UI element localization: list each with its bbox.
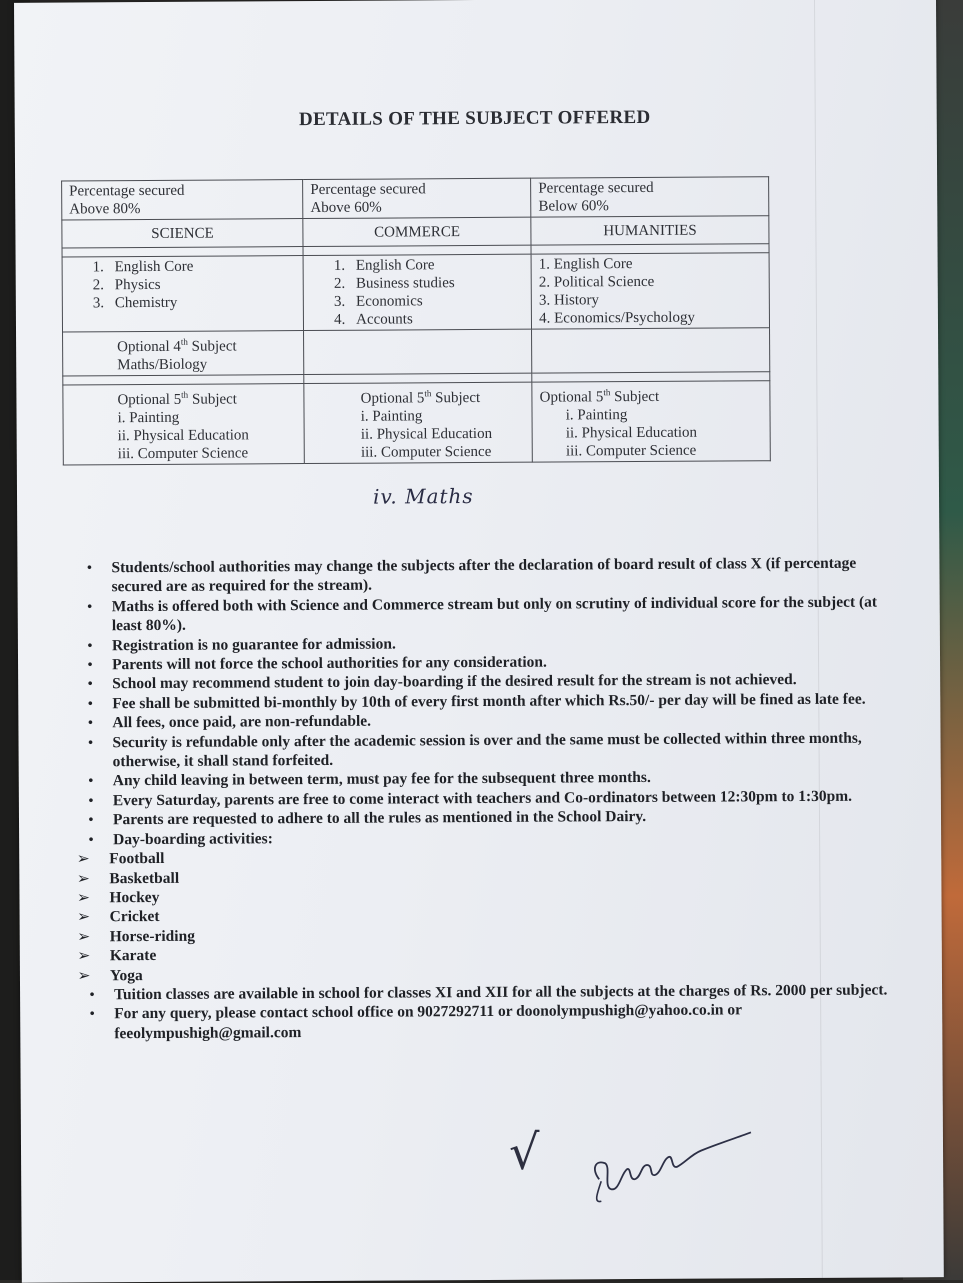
bullet-icon: •	[87, 772, 94, 790]
list-item: • Day-boarding activities:	[81, 825, 891, 849]
list-item: ii. Physical Education	[360, 425, 493, 443]
optional-4-value: Maths/Biology	[117, 356, 208, 374]
list-item: i. Painting	[565, 407, 628, 424]
activity-item: ➢ Football	[81, 845, 891, 869]
header-label: Percentage secured	[538, 179, 654, 197]
optional-5-label: Optional 5th Subject	[539, 387, 660, 406]
list-item: 3. Economics	[333, 293, 423, 310]
bullet-icon: •	[88, 811, 94, 829]
list-item: iii. Computer Science	[565, 442, 697, 460]
bullet-icon: •	[87, 656, 93, 674]
list-item: iii. Computer Science	[117, 445, 249, 463]
header-science	[62, 180, 303, 220]
bullet-icon: •	[87, 714, 94, 732]
bullet-icon: •	[87, 675, 93, 693]
activity-item: ➢ Basketball	[81, 864, 891, 888]
list-item: • Parents will not force the school authorities for any consideration.	[80, 651, 890, 675]
list-item: • Registration is no guarantee for admission.	[80, 631, 890, 655]
optional-5-row	[63, 381, 770, 465]
header-value: Above 80%	[69, 201, 141, 218]
optional-5-commerce	[304, 382, 532, 463]
list-item: 2. Physics	[92, 276, 161, 294]
list-item: • Every Saturday, parents are free to come interact with teachers and Co-ordinators between 12:30pm to 1:30pm.	[81, 786, 891, 810]
bullet-icon: •	[87, 734, 94, 752]
stream-commerce: COMMERCE	[303, 217, 531, 246]
stream-row	[62, 216, 769, 248]
list-item: • School may recommend student to join day-boarding if the desired result for the stream is not achieved.	[80, 670, 890, 694]
subjects-table	[61, 176, 771, 465]
arrow-bullet-icon: ➢	[77, 966, 91, 984]
checkmark-signature-icon: √	[508, 1124, 540, 1181]
list-item: 2. Political Science	[538, 273, 655, 291]
bullet-icon: •	[87, 695, 94, 713]
list-item: • Students/school authorities may change the subjects after the declaration of board result of class X (if percentage secured are as required for the stream).	[79, 553, 889, 597]
optional-4-label: Optional 4th Subject	[117, 336, 237, 356]
stream-science: SCIENCE	[62, 219, 303, 248]
list-item: i. Painting	[360, 408, 423, 425]
list-item: 1. English Core	[333, 257, 435, 274]
activity-item: ➢ Yoga	[82, 961, 892, 985]
list-item: 4. Economics/Psychology	[539, 309, 695, 327]
list-item: • Any child leaving in between term, must pay fee for the subsequent three months.	[81, 767, 891, 791]
arrow-bullet-icon: ➢	[76, 850, 90, 868]
commerce-core	[303, 254, 531, 330]
optional-5-label: Optional 5th Subject	[360, 388, 481, 407]
optional-5-science	[63, 384, 305, 465]
handwritten-signature-icon	[581, 1128, 771, 1209]
activity-item: ➢ Cricket	[82, 903, 892, 927]
optional-4-commerce-empty	[304, 329, 532, 374]
list-item: • Parents are requested to adhere to all the rules as mentioned in the School Dairy.	[81, 806, 891, 830]
rules-list	[76, 553, 892, 1043]
header-value: Below 60%	[538, 198, 609, 215]
header-commerce	[303, 178, 531, 218]
bullet-icon: •	[89, 986, 95, 1004]
header-label: Percentage secured	[310, 181, 426, 199]
header-humanities	[531, 177, 769, 217]
activity-item: ➢ Hockey	[81, 883, 891, 907]
arrow-bullet-icon: ➢	[77, 928, 91, 946]
list-item: 3. History	[538, 292, 600, 309]
optional-4-row	[63, 328, 770, 376]
stream-humanities: HUMANITIES	[531, 216, 769, 245]
document-page	[14, 0, 944, 1283]
arrow-bullet-icon: ➢	[77, 947, 91, 965]
list-item: 1. English Core	[538, 256, 633, 273]
page-title: DETAILS OF THE SUBJECT OFFERED	[298, 106, 651, 131]
list-item: • Fee shall be submitted bi-monthly by 10th of every first month after which Rs.50/- per day will be fined as late fee.	[80, 689, 890, 713]
bullet-icon: •	[88, 792, 94, 810]
list-item: • All fees, once paid, are non-refundable.	[80, 709, 890, 733]
list-item: ii. Physical Education	[117, 427, 249, 445]
handwritten-addition: iv. Maths	[372, 484, 474, 509]
contact-item: • For any query, please contact school office on 9027292711 or doonolympushigh@yahoo.co.in or feeolympushigh@gmail.com	[82, 1000, 892, 1044]
bullet-icon: •	[86, 598, 93, 616]
arrow-bullet-icon: ➢	[76, 869, 90, 887]
list-item: ii. Physical Education	[565, 424, 698, 442]
arrow-bullet-icon: ➢	[77, 908, 91, 926]
optional-5-label: Optional 5th Subject	[117, 389, 238, 409]
list-item: iii. Computer Science	[360, 443, 492, 461]
list-item: i. Painting	[117, 409, 180, 427]
bullet-icon: •	[88, 831, 94, 849]
arrow-bullet-icon: ➢	[76, 889, 91, 907]
list-item: 4. Accounts	[334, 311, 413, 328]
bullet-icon: •	[86, 559, 93, 577]
list-item: • Tuition classes are available in school for classes XI and XII for all the subjects at the charges of Rs. 2000 per subject.	[82, 980, 892, 1004]
list-item: 3. Chemistry	[92, 294, 178, 312]
core-subjects-row	[62, 253, 769, 332]
header-value: Above 60%	[310, 199, 382, 217]
optional-5-humanities	[532, 381, 770, 462]
humanities-core	[531, 253, 769, 329]
bullet-icon: •	[89, 1005, 95, 1023]
list-item: 2. Business studies	[333, 275, 455, 292]
table-header-row	[62, 177, 769, 220]
header-label: Percentage secured	[69, 182, 185, 200]
list-item: 1. English Core	[92, 258, 194, 276]
optional-4-humanities-empty	[532, 328, 770, 373]
science-core	[62, 256, 304, 332]
optional-4-science	[63, 331, 304, 376]
list-item: • Security is refundable only after the academic session is over and the same must be collected within three months, otherwise, it shall stand forfeited.	[80, 728, 890, 772]
bullet-icon: •	[87, 636, 93, 655]
activity-item: ➢ Karate	[82, 942, 892, 966]
activity-item: ➢ Horse-riding	[82, 922, 892, 946]
list-item: • Maths is offered both with Science and Commerce stream but only on scrutiny of individual score for the subject (at least 80%).	[80, 592, 890, 636]
